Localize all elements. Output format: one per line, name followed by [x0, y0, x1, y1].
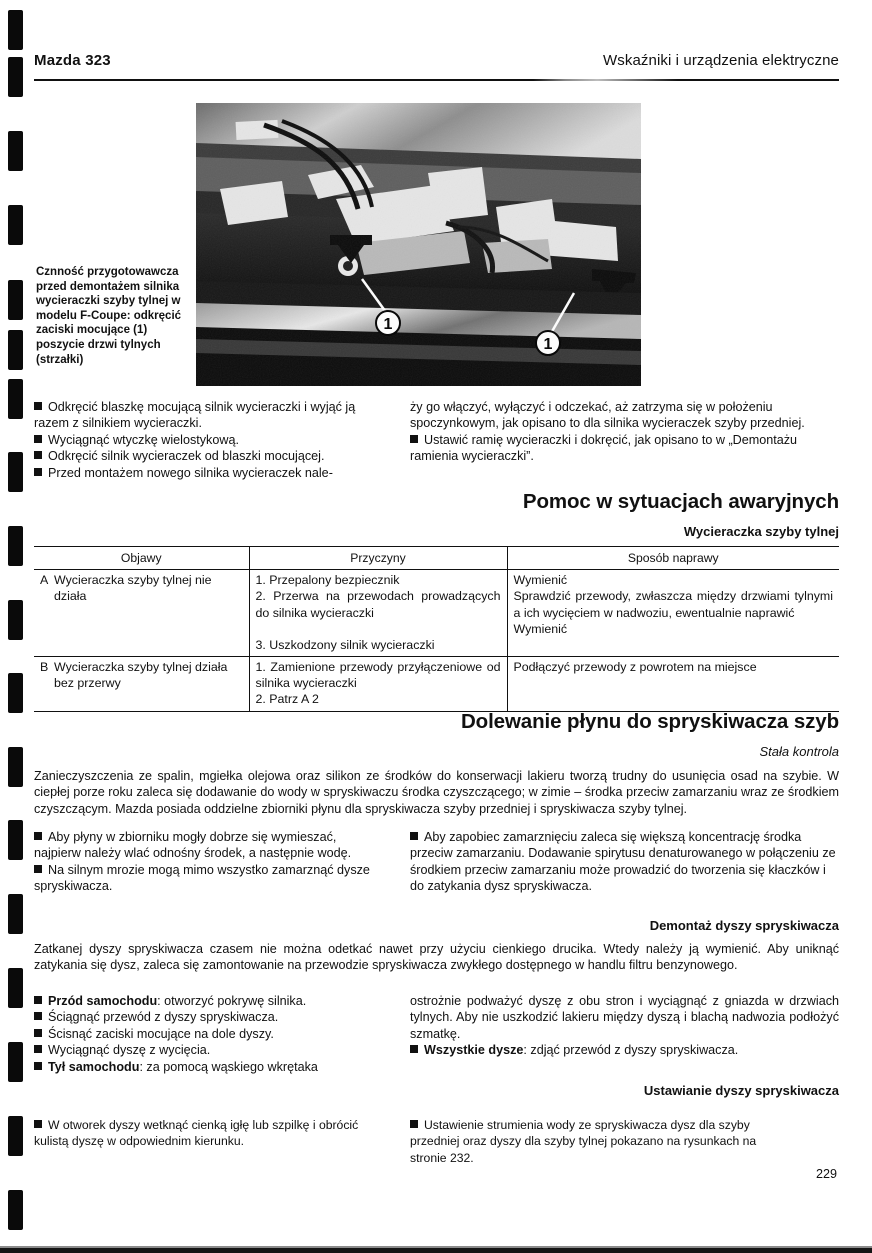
bullet-square-icon: [34, 1062, 42, 1070]
section-heading: Pomoc w sytuacjach awaryjnych: [522, 490, 839, 513]
list-item: Przed montażem nowego silnika wycieraczek nale-: [34, 465, 386, 481]
bullet-square-icon: [34, 402, 42, 410]
figure-caption: Cznność przygotowawcza przed demontażem silnika wycieraczki szyby tylnej w modelu F-Coupe: odkręcić zaciski mocujące (1) poszycie drzwi tylnych (strzałki): [36, 266, 182, 366]
wiper-motor-left-column: [34, 399, 386, 481]
list-item: W otworek dyszy wetknąć cienką igłę lub szpilkę i obrócić kulistą dyszę w odpowiednim kierunku.: [34, 1118, 359, 1149]
svg-text:1: 1: [543, 336, 553, 353]
scan-binding-marks: [8, 0, 26, 1253]
remedy-item: Podłączyć przewody z powrotem na miejsce: [513, 660, 757, 675]
nozzle-removal-right-column: [410, 993, 839, 1059]
bullet-square-icon: [34, 468, 42, 476]
paragraph: Zatkanej dyszy spryskiwacza czasem nie można odetkać nawet przy użyciu cienkiego drucika. Wtedy należy ją wymienić. Aby uniknąć zatykania się dysz, zaleca się zamontowanie na przewodzie spryskiwacza zwykłego dostępnego w handlu filtru benzynowego.: [34, 942, 839, 973]
list-item: Tył samochodu: za pomocą wąskiego wkrętaka: [34, 1059, 386, 1075]
row-symptom-text: Wycieraczka szyby tylnej działa bez przerwy: [54, 660, 228, 691]
bullet-square-icon: [34, 996, 42, 1004]
section-subheading: Wycieraczka szyby tylnej: [683, 524, 839, 539]
bullet-square-icon: [34, 1012, 42, 1020]
table-column-header-symptoms: Objawy: [34, 547, 249, 570]
list-item: Wyciągnąć wtyczkę wielostykową.: [34, 432, 386, 448]
bullet-square-icon: [410, 832, 418, 840]
list-item: Na silnym mrozie mogą mimo wszystko zamarznąć dysze spryskiwacza.: [34, 862, 370, 894]
emergency-section-header: [410, 490, 839, 539]
svg-text:1: 1: [383, 316, 393, 333]
remedy-item: Sprawdzić przewody, zwłaszcza między drzwiami tylnymi a ich wycięciem w nadwoziu, ewentualnie naprawić: [513, 589, 833, 620]
scan-bottom-band: [0, 1248, 872, 1253]
bullet-square-icon: [410, 1120, 418, 1128]
nozzle-adjust-left-column: [34, 1117, 371, 1150]
row-label: A: [40, 573, 49, 588]
list-item-label: Tył samochodu: [48, 1059, 140, 1074]
paragraph-continuation: ży go włączyć, wyłączyć i odczekać, aż zatrzyma się w położeniu spoczynkowym, jak opisano to dla silnika wycieraczek szyby przedniej.: [410, 400, 805, 431]
list-item: Aby zapobiec zamarznięciu zaleca się większą koncentrację środka przeciw zamarzaniu. Dodawanie spirytusu denaturowanego w połączeniu ze środkiem przeciw zamarzaniu może prowadzić do tworzenia się kłaczków i do zatykania dysz spryskiwacza.: [410, 830, 836, 894]
paragraph: Zanieczyszczenia ze spalin, mgiełka olejowa oraz silikon ze środków do konserwacji lakieru tworzą trudny do usunięcia osad na szybie. W ciepłej porze roku zaleca się dodawanie do wody w spryskiwaczu środka czyszczącego; w zimie – środka przeciw zamarzaniu wraz ze środkiem czyszczącym. Mazda posiada oddzielne zbiorniki płynu dla spryskiwacza szyby przedniej i spryskiwacza szyby tylnej.: [34, 769, 839, 816]
list-item: Ścisnąć zaciski mocujące na dole dyszy.: [34, 1026, 386, 1042]
washer-fluid-right-column: [410, 829, 839, 895]
list-item: Ustawienie strumienia wody ze spryskiwacza dysz dla szyby przedniej oraz dyszy dla szyby tylnej pokazano na rysunkach na stronie 232.: [410, 1118, 757, 1165]
table-column-header-causes: Przyczyny: [249, 547, 507, 570]
header-book-title: Mazda 323: [34, 52, 111, 69]
table-cell-remedies: [507, 570, 839, 657]
list-item: Ustawić ramię wycieraczki i dokręcić, jak opisano to w „Demontażu ramienia wycieraczki”.: [410, 432, 798, 464]
table-cell-causes: [249, 657, 507, 712]
nozzle-removal-left-column: [34, 993, 386, 1075]
table-cell-symptom: [34, 657, 249, 712]
section-heading: Demontaż dyszy spryskiwacza: [649, 918, 839, 933]
washer-fluid-left-column: [34, 829, 386, 895]
table-row: [34, 657, 839, 712]
figure-photo-illustration: [196, 103, 641, 386]
bullet-square-icon: [410, 435, 418, 443]
washer-fluid-section: [34, 710, 839, 817]
bullet-square-icon: [34, 1120, 42, 1128]
cause-item: 1. Przepalony bezpiecznik: [255, 573, 400, 588]
page-number: 229: [815, 1167, 837, 1181]
bullet-square-icon: [34, 1045, 42, 1053]
bullet-square-icon: [34, 451, 42, 459]
table-row: [34, 570, 839, 657]
page-header: [34, 52, 839, 86]
list-item-label: Wszystkie dysze: [424, 1043, 524, 1058]
table-cell-remedies: [507, 657, 839, 712]
troubleshooting-table: [34, 546, 839, 712]
section-heading: Dolewanie płynu do spryskiwacza szyb: [460, 710, 839, 733]
bullet-square-icon: [410, 1045, 418, 1053]
list-item: Odkręcić silnik wycieraczek od blaszki mocującej.: [34, 448, 386, 464]
bullet-square-icon: [34, 1029, 42, 1037]
header-chapter-title: Wskaźniki i urządzenia elektryczne: [603, 52, 839, 69]
table-column-header-remedies: Sposób naprawy: [507, 547, 839, 570]
row-label: B: [40, 660, 49, 675]
row-symptom-text: Wycieraczka szyby tylnej nie działa: [54, 573, 212, 604]
list-item-label: Przód samochodu: [48, 994, 158, 1008]
list-item: Ściągnąć przewód z dyszy spryskiwacza.: [34, 1009, 386, 1025]
remedy-item: Wymienić: [513, 573, 568, 588]
cause-item: 3. Uszkodzony silnik wycieraczki: [255, 637, 435, 652]
table-cell-symptom: [34, 570, 249, 657]
bullet-square-icon: [34, 865, 42, 873]
paragraph-continuation: ostrożnie podważyć dyszę z obu stron i wyciągnąć z gniazda w drzwiach tylnych. Aby nie uszkodzić lakieru między dyszą i blachą nadwozia podłożyć szmatkę.: [410, 994, 839, 1041]
remedy-item: Wymienić: [513, 621, 568, 636]
list-item: Wszystkie dysze: zdjąć przewód z dyszy spryskiwacza.: [410, 1042, 839, 1058]
section-heading: Ustawianie dyszy spryskiwacza: [643, 1083, 839, 1098]
nozzle-adjust-right-column: [410, 1117, 790, 1166]
figure-photo: [196, 103, 641, 386]
table-header-row: [34, 547, 839, 570]
wiper-motor-right-column: [410, 399, 839, 465]
cause-item: 1. Zamienione przewody przyłączeniowe od silnika wycieraczki: [255, 660, 501, 691]
header-rule: [34, 79, 839, 81]
nozzle-adjust-section: [34, 1083, 839, 1098]
section-subheading: Stała kontrola: [759, 744, 839, 759]
list-item: Odkręcić blaszkę mocującą silnik wycieraczki i wyjąć ją razem z silnikiem wycieraczki.: [34, 400, 356, 431]
list-item: Wyciągnąć dyszę z wycięcia.: [34, 1042, 386, 1058]
table-cell-causes: [249, 570, 507, 657]
list-item: Aby płyny w zbiorniku mogły dobrze się wymieszać, najpierw należy wlać odnośny środek, a następnie wodę.: [34, 830, 352, 861]
nozzle-removal-section: [34, 918, 839, 974]
cause-item: 2. Patrz A 2: [255, 692, 319, 707]
bullet-square-icon: [34, 832, 42, 840]
list-item: Przód samochodu: otworzyć pokrywę silnika.: [34, 993, 386, 1009]
bullet-square-icon: [34, 435, 42, 443]
cause-item: 2. Przerwa na przewodach prowadzących do silnika wycieraczki: [255, 589, 501, 620]
